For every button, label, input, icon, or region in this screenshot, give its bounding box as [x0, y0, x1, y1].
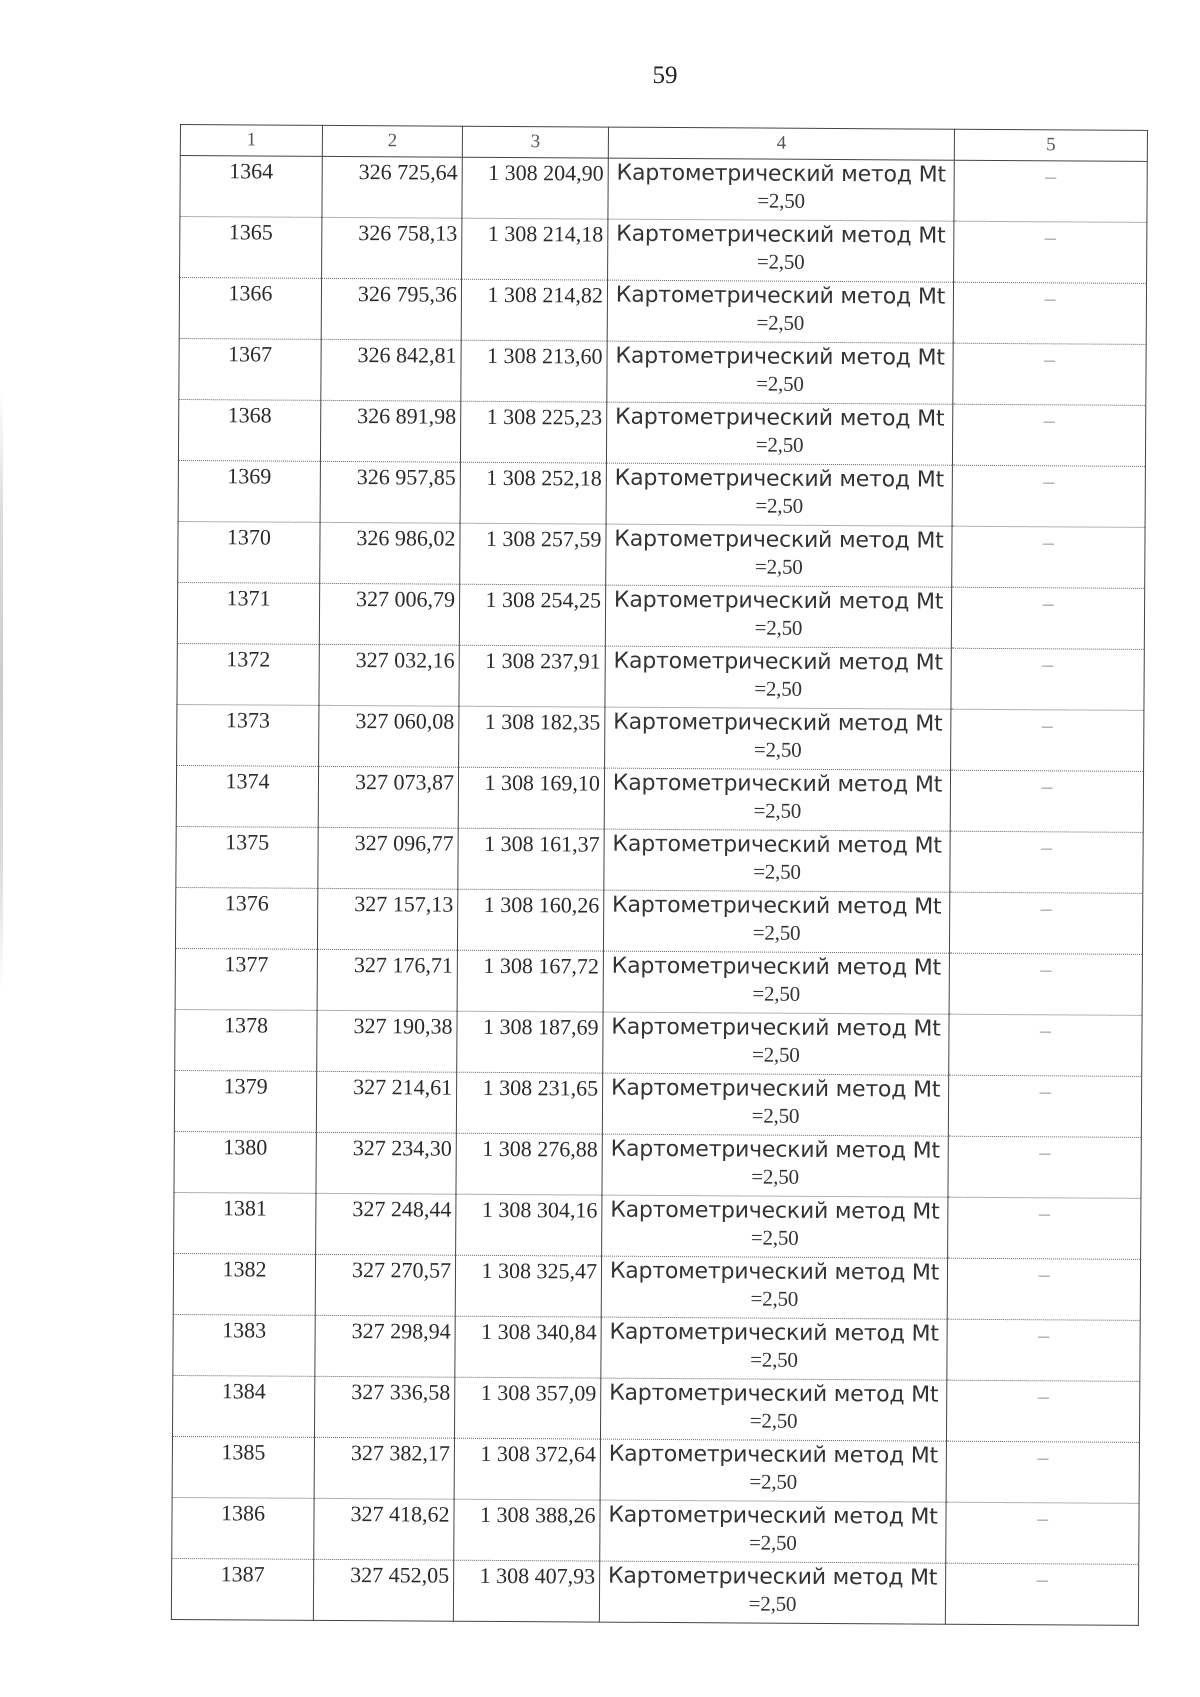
method-accuracy: =2,50	[756, 310, 805, 335]
table-row	[172, 1375, 1139, 1442]
method-accuracy: =2,50	[754, 676, 802, 701]
method-accuracy: =2,50	[754, 615, 803, 640]
x-coordinate-cell: 326 795,36	[321, 278, 461, 340]
method-text: Картометрический метод Mt	[613, 648, 943, 676]
note-cell: –	[948, 1075, 1141, 1137]
x-coordinate-cell: 327 248,44	[316, 1193, 456, 1255]
table-row	[172, 1436, 1139, 1503]
y-coordinate-cell: 1 308 357,09	[454, 1377, 600, 1439]
method-text: Картометрический метод Mt	[615, 343, 945, 371]
header-col-2: 2	[322, 125, 462, 157]
x-coordinate-cell: 327 418,62	[314, 1498, 454, 1560]
y-coordinate-cell: 1 308 213,60	[461, 340, 607, 402]
y-coordinate-cell: 1 308 276,88	[456, 1133, 602, 1195]
table-row	[180, 156, 1147, 223]
point-number-cell: 1368	[178, 399, 320, 461]
x-coordinate-cell: 326 957,85	[320, 461, 460, 523]
y-coordinate-cell: 1 308 372,64	[454, 1438, 600, 1500]
note-cell: –	[947, 1319, 1140, 1381]
method-accuracy: =2,50	[751, 1042, 800, 1067]
note-cell: –	[951, 587, 1144, 649]
header-col-1: 1	[180, 125, 322, 157]
method-text: Картометрический метод Mt	[613, 709, 943, 737]
method-cell	[603, 890, 949, 953]
method-accuracy: =2,50	[750, 1286, 799, 1311]
method-text: Картометрический метод Mt	[612, 892, 942, 920]
point-number-cell: 1364	[180, 156, 322, 218]
method-cell	[603, 1012, 949, 1075]
point-number-cell: 1376	[175, 887, 317, 949]
method-cell	[602, 1195, 948, 1258]
method-text: Картометрический метод Mt	[614, 465, 945, 493]
x-coordinate-cell: 327 032,16	[319, 644, 459, 706]
y-coordinate-cell: 1 308 169,10	[458, 767, 604, 829]
note-cell: –	[946, 1380, 1139, 1442]
table-row	[180, 217, 1147, 284]
method-cell	[602, 1073, 948, 1136]
method-accuracy: =2,50	[756, 249, 805, 274]
y-coordinate-cell: 1 308 225,23	[460, 401, 606, 463]
method-accuracy: =2,50	[753, 737, 802, 762]
method-cell	[606, 463, 952, 526]
note-cell: –	[945, 1563, 1138, 1625]
note-cell: –	[953, 282, 1146, 344]
table-row	[173, 1314, 1140, 1381]
note-cell: –	[954, 160, 1147, 222]
note-cell: –	[954, 221, 1147, 283]
method-accuracy: =2,50	[756, 371, 804, 396]
method-cell	[601, 1317, 947, 1380]
y-coordinate-cell: 1 308 182,35	[459, 706, 605, 768]
method-cell	[600, 1439, 946, 1502]
point-number-cell: 1384	[172, 1375, 314, 1437]
x-coordinate-cell: 326 758,13	[322, 217, 462, 279]
method-cell	[604, 768, 950, 831]
note-cell: –	[951, 709, 1144, 771]
method-text: Картометрический метод Mt	[612, 770, 943, 798]
method-text: Картометрический метод Mt	[610, 1197, 940, 1225]
note-cell: –	[951, 648, 1144, 710]
table-row	[179, 278, 1146, 345]
method-accuracy: =2,50	[753, 798, 802, 823]
x-coordinate-cell: 327 336,58	[314, 1376, 454, 1438]
method-cell	[600, 1378, 946, 1441]
note-cell: –	[946, 1502, 1139, 1564]
method-cell	[607, 280, 953, 343]
table-row	[178, 399, 1145, 466]
method-text: Картометрический метод Mt	[608, 1441, 939, 1469]
y-coordinate-cell: 1 308 257,59	[460, 523, 606, 585]
point-number-cell: 1380	[174, 1131, 316, 1193]
y-coordinate-cell: 1 308 237,91	[459, 645, 605, 707]
method-accuracy: =2,50	[751, 1103, 800, 1128]
coordinates-table	[171, 124, 1148, 1626]
header-col-4: 4	[608, 127, 954, 160]
x-coordinate-cell: 327 006,79	[319, 583, 459, 645]
method-cell	[608, 219, 954, 282]
x-coordinate-cell: 326 986,02	[320, 522, 460, 584]
method-text: Картометрический метод Mt	[610, 1136, 940, 1164]
method-accuracy: =2,50	[752, 981, 801, 1006]
method-text: Картометрический метод Mt	[614, 526, 944, 554]
point-number-cell: 1373	[177, 704, 319, 766]
point-number-cell: 1365	[180, 217, 322, 279]
point-number-cell: 1375	[176, 826, 318, 888]
method-accuracy: =2,50	[752, 920, 801, 945]
point-number-cell: 1383	[173, 1314, 315, 1376]
table-row	[177, 704, 1144, 771]
method-cell	[605, 585, 951, 648]
note-cell: –	[952, 404, 1145, 466]
method-accuracy: =2,50	[750, 1225, 799, 1250]
y-coordinate-cell: 1 308 340,84	[455, 1316, 601, 1378]
point-number-cell: 1386	[172, 1497, 314, 1559]
y-coordinate-cell: 1 308 214,18	[462, 218, 608, 280]
method-cell	[607, 341, 953, 404]
table-row	[176, 765, 1143, 832]
y-coordinate-cell: 1 308 407,93	[453, 1560, 599, 1622]
method-text: Картометрический метод Mt	[615, 404, 945, 432]
method-text: Картометрический метод Mt	[607, 1563, 938, 1591]
method-cell	[600, 1500, 946, 1563]
method-accuracy: =2,50	[749, 1408, 798, 1433]
y-coordinate-cell: 1 308 325,47	[455, 1255, 601, 1317]
coordinates-sheet	[171, 124, 1147, 1626]
note-cell: –	[946, 1441, 1139, 1503]
y-coordinate-cell: 1 308 161,37	[458, 828, 604, 890]
note-cell: –	[953, 343, 1146, 405]
method-text: Картометрический метод Mt	[616, 160, 946, 188]
point-number-cell: 1374	[176, 765, 318, 827]
y-coordinate-cell: 1 308 231,65	[456, 1072, 602, 1134]
point-number-cell: 1379	[174, 1070, 316, 1132]
method-accuracy: =2,50	[750, 1347, 798, 1372]
method-cell	[605, 646, 951, 709]
x-coordinate-cell: 327 214,61	[316, 1071, 456, 1133]
method-cell	[603, 951, 949, 1014]
x-coordinate-cell: 327 382,17	[314, 1437, 454, 1499]
note-cell: –	[949, 1014, 1142, 1076]
table-row	[173, 1253, 1140, 1320]
y-coordinate-cell: 1 308 187,69	[457, 1011, 603, 1073]
y-coordinate-cell: 1 308 252,18	[460, 462, 606, 524]
method-text: Картометрический метод Mt	[609, 1380, 939, 1408]
table-row	[175, 1009, 1142, 1076]
table-row	[174, 1070, 1141, 1137]
y-coordinate-cell: 1 308 204,90	[462, 157, 608, 219]
note-cell: –	[950, 770, 1143, 832]
header-col-3: 3	[462, 126, 608, 158]
method-accuracy: =2,50	[754, 554, 803, 579]
point-number-cell: 1385	[172, 1436, 314, 1498]
y-coordinate-cell: 1 308 254,25	[459, 584, 605, 646]
table-row	[178, 521, 1145, 588]
point-number-cell: 1387	[171, 1558, 313, 1620]
point-number-cell: 1372	[177, 643, 319, 705]
method-accuracy: =2,50	[755, 432, 804, 457]
method-text: Картометрический метод Mt	[611, 1014, 941, 1042]
method-text: Картометрический метод Mt	[615, 282, 946, 310]
table-row	[174, 1131, 1141, 1198]
method-text: Картометрический метод Mt	[613, 587, 944, 615]
point-number-cell: 1366	[179, 278, 321, 340]
header-col-5: 5	[954, 129, 1147, 161]
point-number-cell: 1381	[174, 1192, 316, 1254]
x-coordinate-cell: 327 234,30	[316, 1132, 456, 1194]
scan-edge-artifact	[0, 390, 3, 990]
table-body	[171, 156, 1147, 1626]
x-coordinate-cell: 326 891,98	[320, 400, 460, 462]
method-text: Картометрический метод Mt	[609, 1319, 939, 1347]
method-accuracy: =2,50	[757, 188, 805, 213]
x-coordinate-cell: 327 270,57	[315, 1254, 455, 1316]
table-row	[178, 460, 1145, 527]
method-text: Картометрический метод Mt	[616, 221, 946, 249]
table-row	[172, 1497, 1139, 1564]
x-coordinate-cell: 327 096,77	[318, 827, 458, 889]
method-cell	[602, 1134, 948, 1197]
method-cell	[601, 1256, 947, 1319]
x-coordinate-cell: 326 725,64	[322, 156, 462, 218]
note-cell: –	[948, 1136, 1141, 1198]
method-accuracy: =2,50	[749, 1469, 798, 1494]
note-cell: –	[952, 465, 1145, 527]
x-coordinate-cell: 327 157,13	[317, 888, 457, 950]
note-cell: –	[948, 1197, 1141, 1259]
x-coordinate-cell: 327 073,87	[318, 766, 458, 828]
point-number-cell: 1369	[178, 460, 320, 522]
note-cell: –	[947, 1258, 1140, 1320]
note-cell: –	[952, 526, 1145, 588]
method-cell	[606, 402, 952, 465]
method-accuracy: =2,50	[755, 493, 804, 518]
point-number-cell: 1370	[178, 521, 320, 583]
y-coordinate-cell: 1 308 214,82	[461, 279, 607, 341]
table-row	[176, 826, 1143, 893]
method-accuracy: =2,50	[751, 1164, 799, 1189]
table-row	[174, 1192, 1141, 1259]
method-text: Картометрический метод Mt	[608, 1502, 938, 1530]
y-coordinate-cell: 1 308 388,26	[454, 1499, 600, 1561]
note-cell: –	[950, 831, 1143, 893]
method-accuracy: =2,50	[753, 859, 801, 884]
method-cell	[604, 829, 950, 892]
point-number-cell: 1382	[173, 1253, 315, 1315]
method-text: Картометрический метод Mt	[609, 1258, 940, 1286]
point-number-cell: 1377	[175, 948, 317, 1010]
x-coordinate-cell: 327 190,38	[317, 1010, 457, 1072]
method-text: Картометрический метод Mt	[610, 1075, 941, 1103]
method-cell	[606, 524, 952, 587]
method-accuracy: =2,50	[748, 1530, 797, 1555]
x-coordinate-cell: 327 060,08	[319, 705, 459, 767]
point-number-cell: 1371	[177, 582, 319, 644]
method-accuracy: =2,50	[748, 1591, 797, 1616]
table-row	[177, 643, 1144, 710]
x-coordinate-cell: 327 452,05	[313, 1559, 453, 1621]
y-coordinate-cell: 1 308 167,72	[457, 950, 603, 1012]
page-number: 59	[652, 62, 678, 89]
y-coordinate-cell: 1 308 160,26	[457, 889, 603, 951]
table-row	[171, 1558, 1138, 1625]
y-coordinate-cell: 1 308 304,16	[456, 1194, 602, 1256]
method-cell	[599, 1561, 945, 1624]
point-number-cell: 1378	[175, 1009, 317, 1071]
method-text: Картометрический метод Mt	[612, 831, 942, 859]
table-row	[179, 338, 1146, 405]
method-cell	[605, 707, 951, 770]
table-row	[175, 948, 1142, 1015]
x-coordinate-cell: 327 176,71	[317, 949, 457, 1011]
point-number-cell: 1367	[179, 338, 321, 400]
note-cell: –	[949, 892, 1142, 954]
note-cell: –	[949, 953, 1142, 1015]
x-coordinate-cell: 326 842,81	[321, 339, 461, 401]
table-row	[177, 582, 1144, 649]
table-row	[175, 887, 1142, 954]
method-text: Картометрический метод Mt	[611, 953, 942, 981]
x-coordinate-cell: 327 298,94	[315, 1315, 455, 1377]
method-cell	[608, 158, 954, 221]
